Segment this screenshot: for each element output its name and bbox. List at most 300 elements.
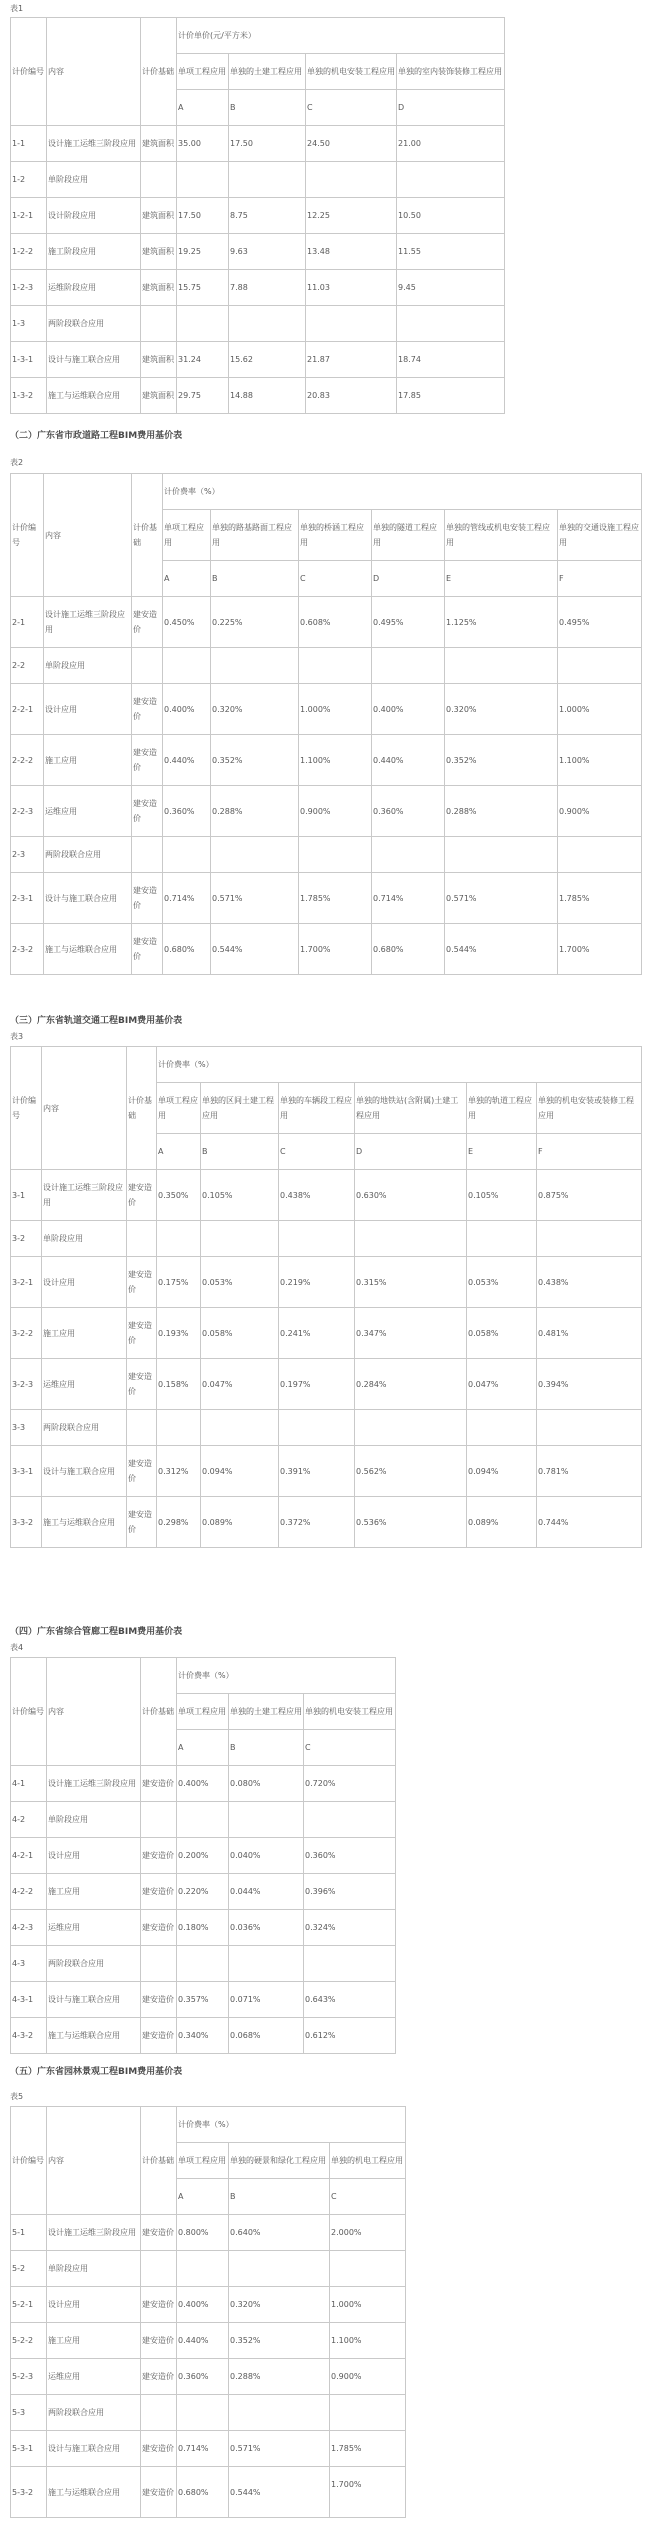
column-letter-cell: C: [279, 1134, 355, 1170]
value-cell: 7.88: [229, 270, 306, 306]
code-cell: 5-2: [11, 2251, 47, 2287]
basis-cell: [141, 2395, 177, 2431]
value-cell: [229, 2251, 330, 2287]
unit-header-cell: 计价单价(元/平方米）: [177, 18, 505, 54]
code-cell: 3-2-3: [11, 1359, 42, 1410]
basis-cell: 建安造价: [132, 924, 163, 975]
value-cell: 0.360%: [304, 1838, 396, 1874]
value-cell: [330, 2251, 406, 2287]
value-cell: 20.83: [306, 378, 397, 414]
content-cell: 施工应用: [42, 1308, 127, 1359]
content-cell: 设计施工运维三阶段应用: [47, 1766, 141, 1802]
value-cell: 1.000%: [330, 2287, 406, 2323]
header-cell: 内容: [47, 1658, 141, 1766]
table-row: [11, 2323, 406, 2359]
unit-header-cell: 计价费率（%）: [177, 1658, 396, 1694]
content-cell: 设计应用: [47, 2287, 141, 2323]
value-cell: 19.25: [177, 234, 229, 270]
value-cell: 1.100%: [330, 2323, 406, 2359]
value-cell: 0.347%: [355, 1308, 467, 1359]
column-header-cell: 单独的机电安装工程应用: [306, 54, 397, 90]
table-row: [11, 837, 642, 873]
code-cell: 5-3-2: [11, 2467, 47, 2518]
content-cell: 设计施工运维三阶段应用: [44, 597, 132, 648]
value-cell: 17.85: [397, 378, 505, 414]
value-cell: 31.24: [177, 342, 229, 378]
value-cell: [279, 1410, 355, 1446]
value-cell: 0.197%: [279, 1359, 355, 1410]
content-cell: 施工与运维联合应用: [47, 2467, 141, 2518]
value-cell: [306, 306, 397, 342]
rail-transit-fee-table: [10, 1046, 642, 1548]
value-cell: 1.785%: [330, 2431, 406, 2467]
value-cell: 0.352%: [445, 735, 558, 786]
content-cell: 施工与运维联合应用: [47, 2018, 141, 2054]
content-cell: 单阶段应用: [47, 2251, 141, 2287]
basis-cell: 建筑面积: [141, 342, 177, 378]
content-cell: 设计施工运维三阶段应用: [47, 2215, 141, 2251]
basis-cell: 建安造价: [141, 1982, 177, 2018]
value-cell: 1.700%: [299, 924, 372, 975]
column-header-cell: 单独的室内装饰装修工程应用: [397, 54, 505, 90]
header-cell: 计价基础: [141, 18, 177, 126]
value-cell: [306, 162, 397, 198]
basis-cell: 建安造价: [127, 1359, 157, 1410]
value-cell: 0.225%: [211, 597, 299, 648]
table-row: [11, 1497, 642, 1548]
value-cell: [177, 306, 229, 342]
basis-cell: [141, 162, 177, 198]
code-cell: 4-2-3: [11, 1910, 47, 1946]
section-heading: （三）广东省轨道交通工程BIM费用基价表: [10, 1016, 183, 1026]
utility-tunnel-fee-table: [10, 1657, 396, 2054]
basis-cell: [127, 1410, 157, 1446]
code-cell: 1-2-3: [11, 270, 47, 306]
section-building-works: [10, 2, 660, 414]
basis-cell: [141, 1946, 177, 1982]
value-cell: 0.047%: [467, 1359, 537, 1410]
value-cell: 8.75: [229, 198, 306, 234]
value-cell: 2.000%: [330, 2215, 406, 2251]
section-rail-transit: [10, 1015, 660, 1548]
table-row: [11, 126, 505, 162]
table-label: 表1: [10, 4, 24, 13]
value-cell: 11.55: [397, 234, 505, 270]
value-cell: [537, 1221, 642, 1257]
value-cell: [304, 1946, 396, 1982]
value-cell: [229, 1946, 304, 1982]
value-cell: 0.094%: [467, 1446, 537, 1497]
content-cell: 设计与施工联合应用: [47, 2431, 141, 2467]
value-cell: 29.75: [177, 378, 229, 414]
code-cell: 1-3-1: [11, 342, 47, 378]
table-label: 表3: [10, 1032, 24, 1041]
content-cell: 设计施工运维三阶段应用: [47, 126, 141, 162]
code-cell: 4-2: [11, 1802, 47, 1838]
value-cell: 0.562%: [355, 1446, 467, 1497]
value-cell: 17.50: [177, 198, 229, 234]
value-cell: 0.298%: [157, 1497, 201, 1548]
column-letter-cell: F: [537, 1134, 642, 1170]
basis-cell: 建安造价: [127, 1308, 157, 1359]
table-row: [11, 1946, 396, 1982]
value-cell: 0.450%: [163, 597, 211, 648]
value-cell: [372, 837, 445, 873]
value-cell: 0.571%: [211, 873, 299, 924]
column-letter-cell: D: [372, 561, 445, 597]
value-cell: 0.352%: [229, 2323, 330, 2359]
column-header-cell: 单项工程应用: [177, 2143, 229, 2179]
value-cell: 21.00: [397, 126, 505, 162]
basis-cell: 建安造价: [127, 1446, 157, 1497]
basis-cell: 建安造价: [141, 2359, 177, 2395]
table-header: [11, 1047, 642, 1170]
content-cell: 两阶段联合应用: [47, 2395, 141, 2431]
value-cell: 0.544%: [445, 924, 558, 975]
basis-cell: 建安造价: [141, 2467, 177, 2518]
content-cell: 单阶段应用: [47, 1802, 141, 1838]
value-cell: 0.058%: [467, 1308, 537, 1359]
value-cell: 0.372%: [279, 1497, 355, 1548]
value-cell: 0.320%: [445, 684, 558, 735]
table-header: [11, 474, 642, 597]
value-cell: 0.900%: [558, 786, 642, 837]
value-cell: 1.700%: [558, 924, 642, 975]
value-cell: 0.438%: [537, 1257, 642, 1308]
code-cell: 3-2-1: [11, 1257, 42, 1308]
value-cell: 0.241%: [279, 1308, 355, 1359]
value-cell: 0.720%: [304, 1766, 396, 1802]
unit-header-cell: 计价费率（%）: [177, 2107, 406, 2143]
value-cell: 0.544%: [229, 2467, 330, 2518]
header-cell: 内容: [47, 2107, 141, 2215]
value-cell: 0.350%: [157, 1170, 201, 1221]
value-cell: [299, 648, 372, 684]
table-body: [11, 1766, 396, 2054]
basis-cell: 建安造价: [141, 1910, 177, 1946]
table-row: [11, 873, 642, 924]
table-row: [11, 1838, 396, 1874]
value-cell: 0.352%: [211, 735, 299, 786]
value-cell: [177, 1946, 229, 1982]
value-cell: 1.100%: [558, 735, 642, 786]
column-header-cell: 单独的土建工程应用: [229, 54, 306, 90]
basis-cell: 建安造价: [132, 597, 163, 648]
landscape-fee-table: [10, 2106, 406, 2518]
column-letter-cell: B: [229, 1730, 304, 1766]
code-cell: 3-3-2: [11, 1497, 42, 1548]
basis-cell: [141, 306, 177, 342]
section-utility-tunnel: [10, 1626, 660, 2054]
table-row: [11, 786, 642, 837]
basis-cell: 建筑面积: [141, 234, 177, 270]
table-row: [11, 2431, 406, 2467]
column-header-cell: 单独的机电工程应用: [330, 2143, 406, 2179]
value-cell: 0.608%: [299, 597, 372, 648]
value-cell: 11.03: [306, 270, 397, 306]
value-cell: 0.680%: [177, 2467, 229, 2518]
content-cell: 施工阶段应用: [47, 234, 141, 270]
table-label: 表5: [10, 2092, 24, 2101]
column-letter-cell: A: [177, 1730, 229, 1766]
code-cell: 2-3-2: [11, 924, 44, 975]
value-cell: [279, 1221, 355, 1257]
code-cell: 5-2-2: [11, 2323, 47, 2359]
column-header-cell: 单独的地铁站(含附属)土建工程应用: [355, 1083, 467, 1134]
basis-cell: 建筑面积: [141, 270, 177, 306]
value-cell: 0.180%: [177, 1910, 229, 1946]
value-cell: 0.044%: [229, 1874, 304, 1910]
table-body: [11, 2215, 406, 2518]
value-cell: 0.158%: [157, 1359, 201, 1410]
column-letter-cell: B: [229, 90, 306, 126]
content-cell: 设计施工运维三阶段应用: [42, 1170, 127, 1221]
value-cell: [229, 306, 306, 342]
code-cell: 3-2-2: [11, 1308, 42, 1359]
building-works-fee-table: [10, 17, 505, 414]
table-row: [11, 1257, 642, 1308]
value-cell: 13.48: [306, 234, 397, 270]
basis-cell: 建安造价: [141, 2287, 177, 2323]
code-cell: 4-2-1: [11, 1838, 47, 1874]
basis-cell: 建筑面积: [141, 378, 177, 414]
header-cell: 计价基础: [127, 1047, 157, 1170]
column-letter-cell: C: [304, 1730, 396, 1766]
value-cell: [157, 1410, 201, 1446]
value-cell: 0.400%: [163, 684, 211, 735]
code-cell: 3-1: [11, 1170, 42, 1221]
code-cell: 5-3-1: [11, 2431, 47, 2467]
code-cell: 2-2-1: [11, 684, 44, 735]
basis-cell: 建安造价: [141, 1838, 177, 1874]
value-cell: 0.105%: [467, 1170, 537, 1221]
content-cell: 运维应用: [47, 1910, 141, 1946]
value-cell: [537, 1410, 642, 1446]
table-row: [11, 2359, 406, 2395]
value-cell: 9.45: [397, 270, 505, 306]
value-cell: [211, 837, 299, 873]
value-cell: [201, 1410, 279, 1446]
value-cell: [157, 1221, 201, 1257]
value-cell: [229, 2395, 330, 2431]
column-letter-cell: C: [299, 561, 372, 597]
value-cell: [467, 1410, 537, 1446]
value-cell: 0.612%: [304, 2018, 396, 2054]
value-cell: [445, 837, 558, 873]
value-cell: 0.714%: [177, 2431, 229, 2467]
value-cell: 0.744%: [537, 1497, 642, 1548]
value-cell: [558, 648, 642, 684]
value-cell: 0.680%: [372, 924, 445, 975]
content-cell: 施工与运维联合应用: [42, 1497, 127, 1548]
header-cell: 内容: [47, 18, 141, 126]
code-cell: 3-2: [11, 1221, 42, 1257]
value-cell: 15.62: [229, 342, 306, 378]
value-cell: 0.068%: [229, 2018, 304, 2054]
table-row: [11, 342, 505, 378]
value-cell: 0.360%: [163, 786, 211, 837]
column-header-cell: 单独的管线或机电安装工程应用: [445, 510, 558, 561]
content-cell: 设计与施工联合应用: [42, 1446, 127, 1497]
column-header-cell: 单独的路基路面工程应用: [211, 510, 299, 561]
value-cell: 0.875%: [537, 1170, 642, 1221]
value-cell: 0.089%: [201, 1497, 279, 1548]
basis-cell: 建安造价: [141, 1874, 177, 1910]
basis-cell: 建安造价: [141, 2215, 177, 2251]
column-header-cell: 单项工程应用: [163, 510, 211, 561]
value-cell: 17.50: [229, 126, 306, 162]
value-cell: 0.440%: [177, 2323, 229, 2359]
column-letter-cell: C: [330, 2179, 406, 2215]
unit-header-cell: 计价费率（%）: [157, 1047, 642, 1083]
value-cell: 0.200%: [177, 1838, 229, 1874]
content-cell: 施工应用: [44, 735, 132, 786]
content-cell: 运维阶段应用: [47, 270, 141, 306]
table-row: [11, 2018, 396, 2054]
table-row: [11, 1308, 642, 1359]
value-cell: 0.714%: [372, 873, 445, 924]
table-body: [11, 126, 505, 414]
value-cell: 0.438%: [279, 1170, 355, 1221]
value-cell: 1.000%: [299, 684, 372, 735]
column-letter-cell: B: [201, 1134, 279, 1170]
column-header-cell: 单独的轨道工程应用: [467, 1083, 537, 1134]
value-cell: 0.219%: [279, 1257, 355, 1308]
code-cell: 2-2: [11, 648, 44, 684]
value-cell: [177, 162, 229, 198]
value-cell: [201, 1221, 279, 1257]
value-cell: 0.640%: [229, 2215, 330, 2251]
content-cell: 设计应用: [44, 684, 132, 735]
basis-cell: [132, 648, 163, 684]
basis-cell: 建安造价: [141, 2018, 177, 2054]
value-cell: 0.714%: [163, 873, 211, 924]
code-cell: 4-1: [11, 1766, 47, 1802]
value-cell: 0.495%: [372, 597, 445, 648]
value-cell: 0.440%: [372, 735, 445, 786]
value-cell: 1.785%: [558, 873, 642, 924]
value-cell: [299, 837, 372, 873]
table-row: [11, 597, 642, 648]
value-cell: [163, 837, 211, 873]
column-letter-cell: D: [397, 90, 505, 126]
column-header-cell: 单独的硬景和绿化工程应用: [229, 2143, 330, 2179]
value-cell: 0.047%: [201, 1359, 279, 1410]
content-cell: 运维应用: [42, 1359, 127, 1410]
value-cell: 21.87: [306, 342, 397, 378]
code-cell: 4-3: [11, 1946, 47, 1982]
value-cell: [163, 648, 211, 684]
column-letter-cell: B: [229, 2179, 330, 2215]
basis-cell: 建安造价: [127, 1170, 157, 1221]
value-cell: 18.74: [397, 342, 505, 378]
value-cell: 1.700%: [330, 2467, 406, 2518]
value-cell: 0.400%: [372, 684, 445, 735]
table-row: [11, 2215, 406, 2251]
code-cell: 5-1: [11, 2215, 47, 2251]
value-cell: 0.536%: [355, 1497, 467, 1548]
table-row: [11, 2395, 406, 2431]
header-cell: 计价基础: [141, 1658, 177, 1766]
value-cell: [372, 648, 445, 684]
value-cell: 0.320%: [211, 684, 299, 735]
table-row: [11, 1359, 642, 1410]
header-cell: 计价编号: [11, 2107, 47, 2215]
column-header-cell: 单项工程应用: [157, 1083, 201, 1134]
column-letter-cell: A: [177, 90, 229, 126]
code-cell: 2-1: [11, 597, 44, 648]
content-cell: 单阶段应用: [44, 648, 132, 684]
value-cell: 0.800%: [177, 2215, 229, 2251]
table-row: [11, 1446, 642, 1497]
code-cell: 4-3-2: [11, 2018, 47, 2054]
basis-cell: 建安造价: [132, 684, 163, 735]
basis-cell: 建安造价: [127, 1257, 157, 1308]
basis-cell: [141, 2251, 177, 2287]
value-cell: [211, 648, 299, 684]
value-cell: [229, 1802, 304, 1838]
value-cell: 9.63: [229, 234, 306, 270]
unit-header-cell: 计价费率（%）: [163, 474, 642, 510]
table-row: [11, 198, 505, 234]
value-cell: 0.400%: [177, 1766, 229, 1802]
value-cell: 0.320%: [229, 2287, 330, 2323]
table-row: [11, 1910, 396, 1946]
municipal-road-fee-table: [10, 473, 642, 975]
header-cell: 计价编号: [11, 18, 47, 126]
value-cell: 0.544%: [211, 924, 299, 975]
value-cell: 0.630%: [355, 1170, 467, 1221]
value-cell: 0.071%: [229, 1982, 304, 2018]
value-cell: [397, 162, 505, 198]
table-row: [11, 1802, 396, 1838]
value-cell: 0.481%: [537, 1308, 642, 1359]
table-row: [11, 234, 505, 270]
table-row: [11, 162, 505, 198]
code-cell: 1-3: [11, 306, 47, 342]
value-cell: [467, 1221, 537, 1257]
value-cell: [397, 306, 505, 342]
column-letter-cell: F: [558, 561, 642, 597]
table-header: [11, 18, 505, 126]
content-cell: 设计阶段应用: [47, 198, 141, 234]
basis-cell: 建安造价: [127, 1497, 157, 1548]
value-cell: 0.900%: [299, 786, 372, 837]
basis-cell: [132, 837, 163, 873]
code-cell: 3-3-1: [11, 1446, 42, 1497]
value-cell: 0.396%: [304, 1874, 396, 1910]
content-cell: 两阶段联合应用: [47, 306, 141, 342]
value-cell: 0.680%: [163, 924, 211, 975]
value-cell: [177, 2395, 229, 2431]
basis-cell: 建安造价: [141, 1766, 177, 1802]
table-header: [11, 1658, 396, 1766]
column-header-cell: 单独的土建工程应用: [229, 1694, 304, 1730]
code-cell: 5-2-1: [11, 2287, 47, 2323]
content-cell: 运维应用: [47, 2359, 141, 2395]
value-cell: [177, 2251, 229, 2287]
column-letter-cell: A: [163, 561, 211, 597]
value-cell: [330, 2395, 406, 2431]
section-municipal-road: [10, 430, 660, 975]
table-row: [11, 2287, 406, 2323]
basis-cell: 建安造价: [132, 735, 163, 786]
value-cell: 0.288%: [211, 786, 299, 837]
column-letter-cell: A: [157, 1134, 201, 1170]
basis-cell: 建安造价: [132, 873, 163, 924]
column-letter-cell: E: [467, 1134, 537, 1170]
table-body: [11, 1170, 642, 1548]
